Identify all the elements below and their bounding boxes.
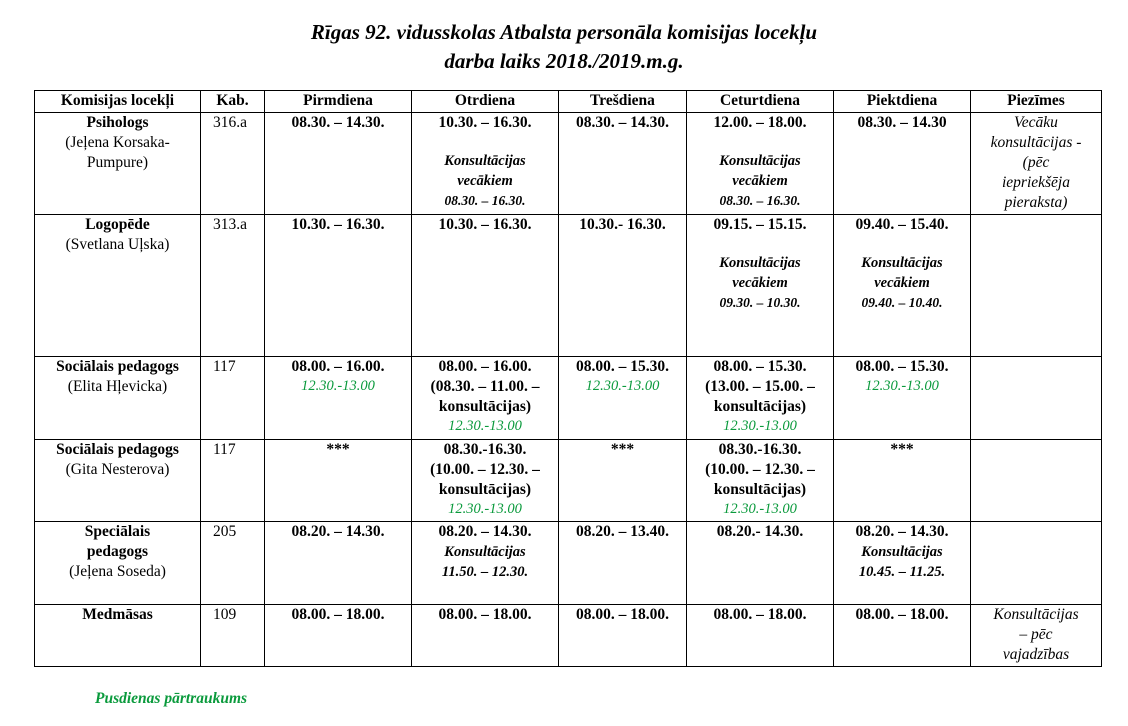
consultation-label: konsultācijas)	[713, 481, 807, 498]
hours: 10.30. – 16.30.	[438, 114, 532, 131]
no-hours-marker: ***	[890, 441, 914, 458]
consultation-label: Konsultācijas	[444, 153, 526, 169]
consultation-label: Konsultācijas	[861, 544, 943, 560]
consultation-label: konsultācijas)	[438, 481, 532, 498]
consultation-label: vecākiem	[457, 173, 513, 189]
hours: 10.30. – 16.30.	[291, 216, 385, 233]
hours: 09.15. – 15.15.	[713, 216, 807, 233]
thursday-cell	[687, 357, 834, 440]
lunch-break: 12.30.-13.00	[723, 418, 797, 434]
wednesday-cell	[559, 440, 687, 522]
hours: 09.40. – 15.40.	[855, 216, 949, 233]
consultation-label: Konsultācijas	[719, 153, 801, 169]
friday-cell	[834, 605, 971, 667]
table-row	[35, 215, 1102, 357]
room-cell: 205	[201, 522, 265, 605]
hours: 08.30.-16.30.	[443, 441, 527, 458]
consultation-label: vecākiem	[874, 275, 930, 291]
hours: 08.30. – 14.30	[857, 114, 947, 131]
room-cell: 313.a	[201, 215, 265, 357]
wednesday-cell	[559, 113, 687, 215]
consultation-hours: 08.30. – 16.30.	[719, 193, 801, 208]
thursday-cell	[687, 215, 834, 357]
header-wednesday: Trešdiena	[559, 91, 687, 113]
header-notes: Piezīmes	[971, 91, 1102, 113]
hours: 08.00. – 15.30.	[576, 358, 669, 375]
header-tuesday: Otrdiena	[412, 91, 559, 113]
hours: 08.00. – 18.00.	[438, 606, 532, 623]
member-role-cont: pedagogs	[86, 543, 149, 560]
member-name: (Svetlana Uļska)	[65, 236, 170, 253]
friday-cell	[834, 357, 971, 440]
hours: 08.00. – 18.00.	[576, 606, 669, 623]
hours: 08.30. – 14.30.	[291, 114, 385, 131]
room-cell: 117	[201, 357, 265, 440]
consultation-label: konsultācijas)	[438, 398, 532, 415]
tuesday-cell	[412, 522, 559, 605]
document-title	[0, 18, 1128, 76]
wednesday-cell	[559, 605, 687, 667]
note-line: Vecāku	[1014, 114, 1058, 131]
thursday-cell	[687, 113, 834, 215]
note-line: vajadzības	[1002, 646, 1070, 663]
consultation-label: konsultācijas)	[713, 398, 807, 415]
header-friday: Piektdiena	[834, 91, 971, 113]
member-cell	[35, 215, 201, 357]
thursday-cell	[687, 522, 834, 605]
member-role: Speciālais	[84, 523, 151, 540]
member-role: Psihologs	[86, 114, 149, 131]
spacer	[690, 133, 830, 151]
notes-cell	[971, 357, 1102, 440]
tuesday-cell	[412, 357, 559, 440]
consultation-label: Konsultācijas	[444, 544, 526, 560]
no-hours-marker: ***	[610, 441, 635, 458]
consultation-label: Konsultācijas	[861, 255, 943, 271]
monday-cell	[265, 215, 412, 357]
thursday-cell	[687, 605, 834, 667]
note-line: – pēc	[1019, 626, 1053, 643]
hours: 08.00. – 18.00.	[713, 606, 807, 623]
consultation-hours: 09.40. – 10.40.	[861, 295, 943, 310]
lunch-break: 12.30.-13.00	[865, 378, 939, 394]
member-role: Sociālais pedagogs	[56, 441, 179, 458]
consultation-hours: 10.45. – 11.25.	[858, 564, 946, 580]
member-name: (Jeļena Korsaka-	[65, 134, 170, 151]
tuesday-cell	[412, 605, 559, 667]
friday-cell	[834, 113, 971, 215]
room-cell: 316.a	[201, 113, 265, 215]
consultation-hours: (10.00. – 12.30. –	[430, 461, 540, 478]
consultation-hours: 11.50. – 12.30.	[441, 564, 529, 580]
monday-cell	[265, 605, 412, 667]
hours: 08.00. – 16.00.	[291, 358, 385, 375]
tuesday-cell	[412, 215, 559, 357]
hours: 10.30.- 16.30.	[579, 216, 666, 233]
member-name-cont: Pumpure)	[86, 154, 149, 171]
hours: 08.20. – 14.30.	[291, 523, 385, 540]
header-member: Komisijas locekļi	[35, 91, 201, 113]
table-row	[35, 440, 1102, 522]
table-row	[35, 113, 1102, 215]
spacer	[415, 133, 555, 151]
member-cell	[35, 357, 201, 440]
notes-cell	[971, 605, 1102, 667]
wednesday-cell	[559, 215, 687, 357]
lunch-break: 12.30.-13.00	[585, 378, 660, 394]
lunch-break: 12.30.-13.00	[448, 418, 522, 434]
notes-cell	[971, 440, 1102, 522]
hours: 08.30.-16.30.	[718, 441, 802, 458]
consultation-hours: (08.30. – 11.00. –	[430, 378, 540, 395]
schedule-table	[34, 90, 1102, 667]
member-name: (Elita Hļevicka)	[67, 378, 168, 395]
consultation-label: vecākiem	[732, 275, 788, 291]
table-row	[35, 357, 1102, 440]
hours: 08.00. – 15.30.	[855, 358, 949, 375]
title-line-2: darba laiks 2018./2019.m.g.	[444, 49, 684, 73]
member-name: (Gita Nesterova)	[65, 461, 170, 478]
member-cell	[35, 605, 201, 667]
member-cell	[35, 113, 201, 215]
hours: 08.20. – 14.30.	[855, 523, 949, 540]
consultation-hours: 08.30. – 16.30.	[444, 193, 526, 208]
notes-cell	[971, 113, 1102, 215]
notes-cell	[971, 215, 1102, 357]
monday-cell	[265, 113, 412, 215]
note-line: (pēc	[1022, 154, 1050, 171]
monday-cell	[265, 440, 412, 522]
table-row	[35, 605, 1102, 667]
tuesday-cell	[412, 113, 559, 215]
hours: 08.20.- 14.30.	[716, 523, 804, 540]
hours: 08.20. – 14.30.	[438, 523, 532, 540]
hours: 08.30. – 14.30.	[576, 114, 669, 131]
spacer	[837, 235, 967, 253]
member-cell	[35, 440, 201, 522]
friday-cell	[834, 522, 971, 605]
note-line: pieraksta)	[1004, 194, 1068, 211]
hours: 08.00. – 18.00.	[291, 606, 385, 623]
lunch-break-legend: Pusdienas pārtraukums	[95, 690, 248, 707]
header-row	[35, 91, 1102, 113]
header-room: Kab.	[201, 91, 265, 113]
hours: 12.00. – 18.00.	[713, 114, 807, 131]
lunch-break: 12.30.-13.00	[723, 501, 797, 517]
consultation-hours: 09.30. – 10.30.	[719, 295, 801, 310]
title-line-1: Rīgas 92. vidusskolas Atbalsta personāla komisijas locekļu	[310, 20, 818, 44]
lunch-break: 12.30.-13.00	[301, 378, 375, 394]
room-cell: 117	[201, 440, 265, 522]
note-line: Konsultācijas	[993, 606, 1079, 623]
hours: 08.20. – 13.40.	[576, 523, 669, 540]
header-thursday: Ceturtdiena	[687, 91, 834, 113]
consultation-label: vecākiem	[732, 173, 788, 189]
hours: 08.00. – 15.30.	[713, 358, 807, 375]
note-line: konsultācijas -	[990, 134, 1082, 151]
room-cell: 109	[201, 605, 265, 667]
monday-cell	[265, 357, 412, 440]
notes-cell	[971, 522, 1102, 605]
no-hours-marker: ***	[326, 441, 350, 458]
member-name: (Jeļena Soseda)	[69, 563, 166, 580]
member-role: Sociālais pedagogs	[56, 358, 179, 375]
friday-cell	[834, 215, 971, 357]
member-role: Logopēde	[85, 216, 150, 233]
consultation-hours: (10.00. – 12.30. –	[705, 461, 815, 478]
table-row	[35, 522, 1102, 605]
hours: 10.30. – 16.30.	[438, 216, 532, 233]
header-monday: Pirmdiena	[265, 91, 412, 113]
member-cell	[35, 522, 201, 605]
consultation-label: Konsultācijas	[719, 255, 801, 271]
member-role: Medmāsas	[82, 606, 153, 623]
note-line: iepriekšēja	[1001, 174, 1070, 191]
spacer	[690, 235, 830, 253]
wednesday-cell	[559, 357, 687, 440]
monday-cell	[265, 522, 412, 605]
consultation-hours: (13.00. – 15.00. –	[705, 378, 815, 395]
tuesday-cell	[412, 440, 559, 522]
lunch-break: 12.30.-13.00	[448, 501, 522, 517]
hours: 08.00. – 18.00.	[855, 606, 949, 623]
hours: 08.00. – 16.00.	[438, 358, 532, 375]
wednesday-cell	[559, 522, 687, 605]
friday-cell	[834, 440, 971, 522]
thursday-cell	[687, 440, 834, 522]
